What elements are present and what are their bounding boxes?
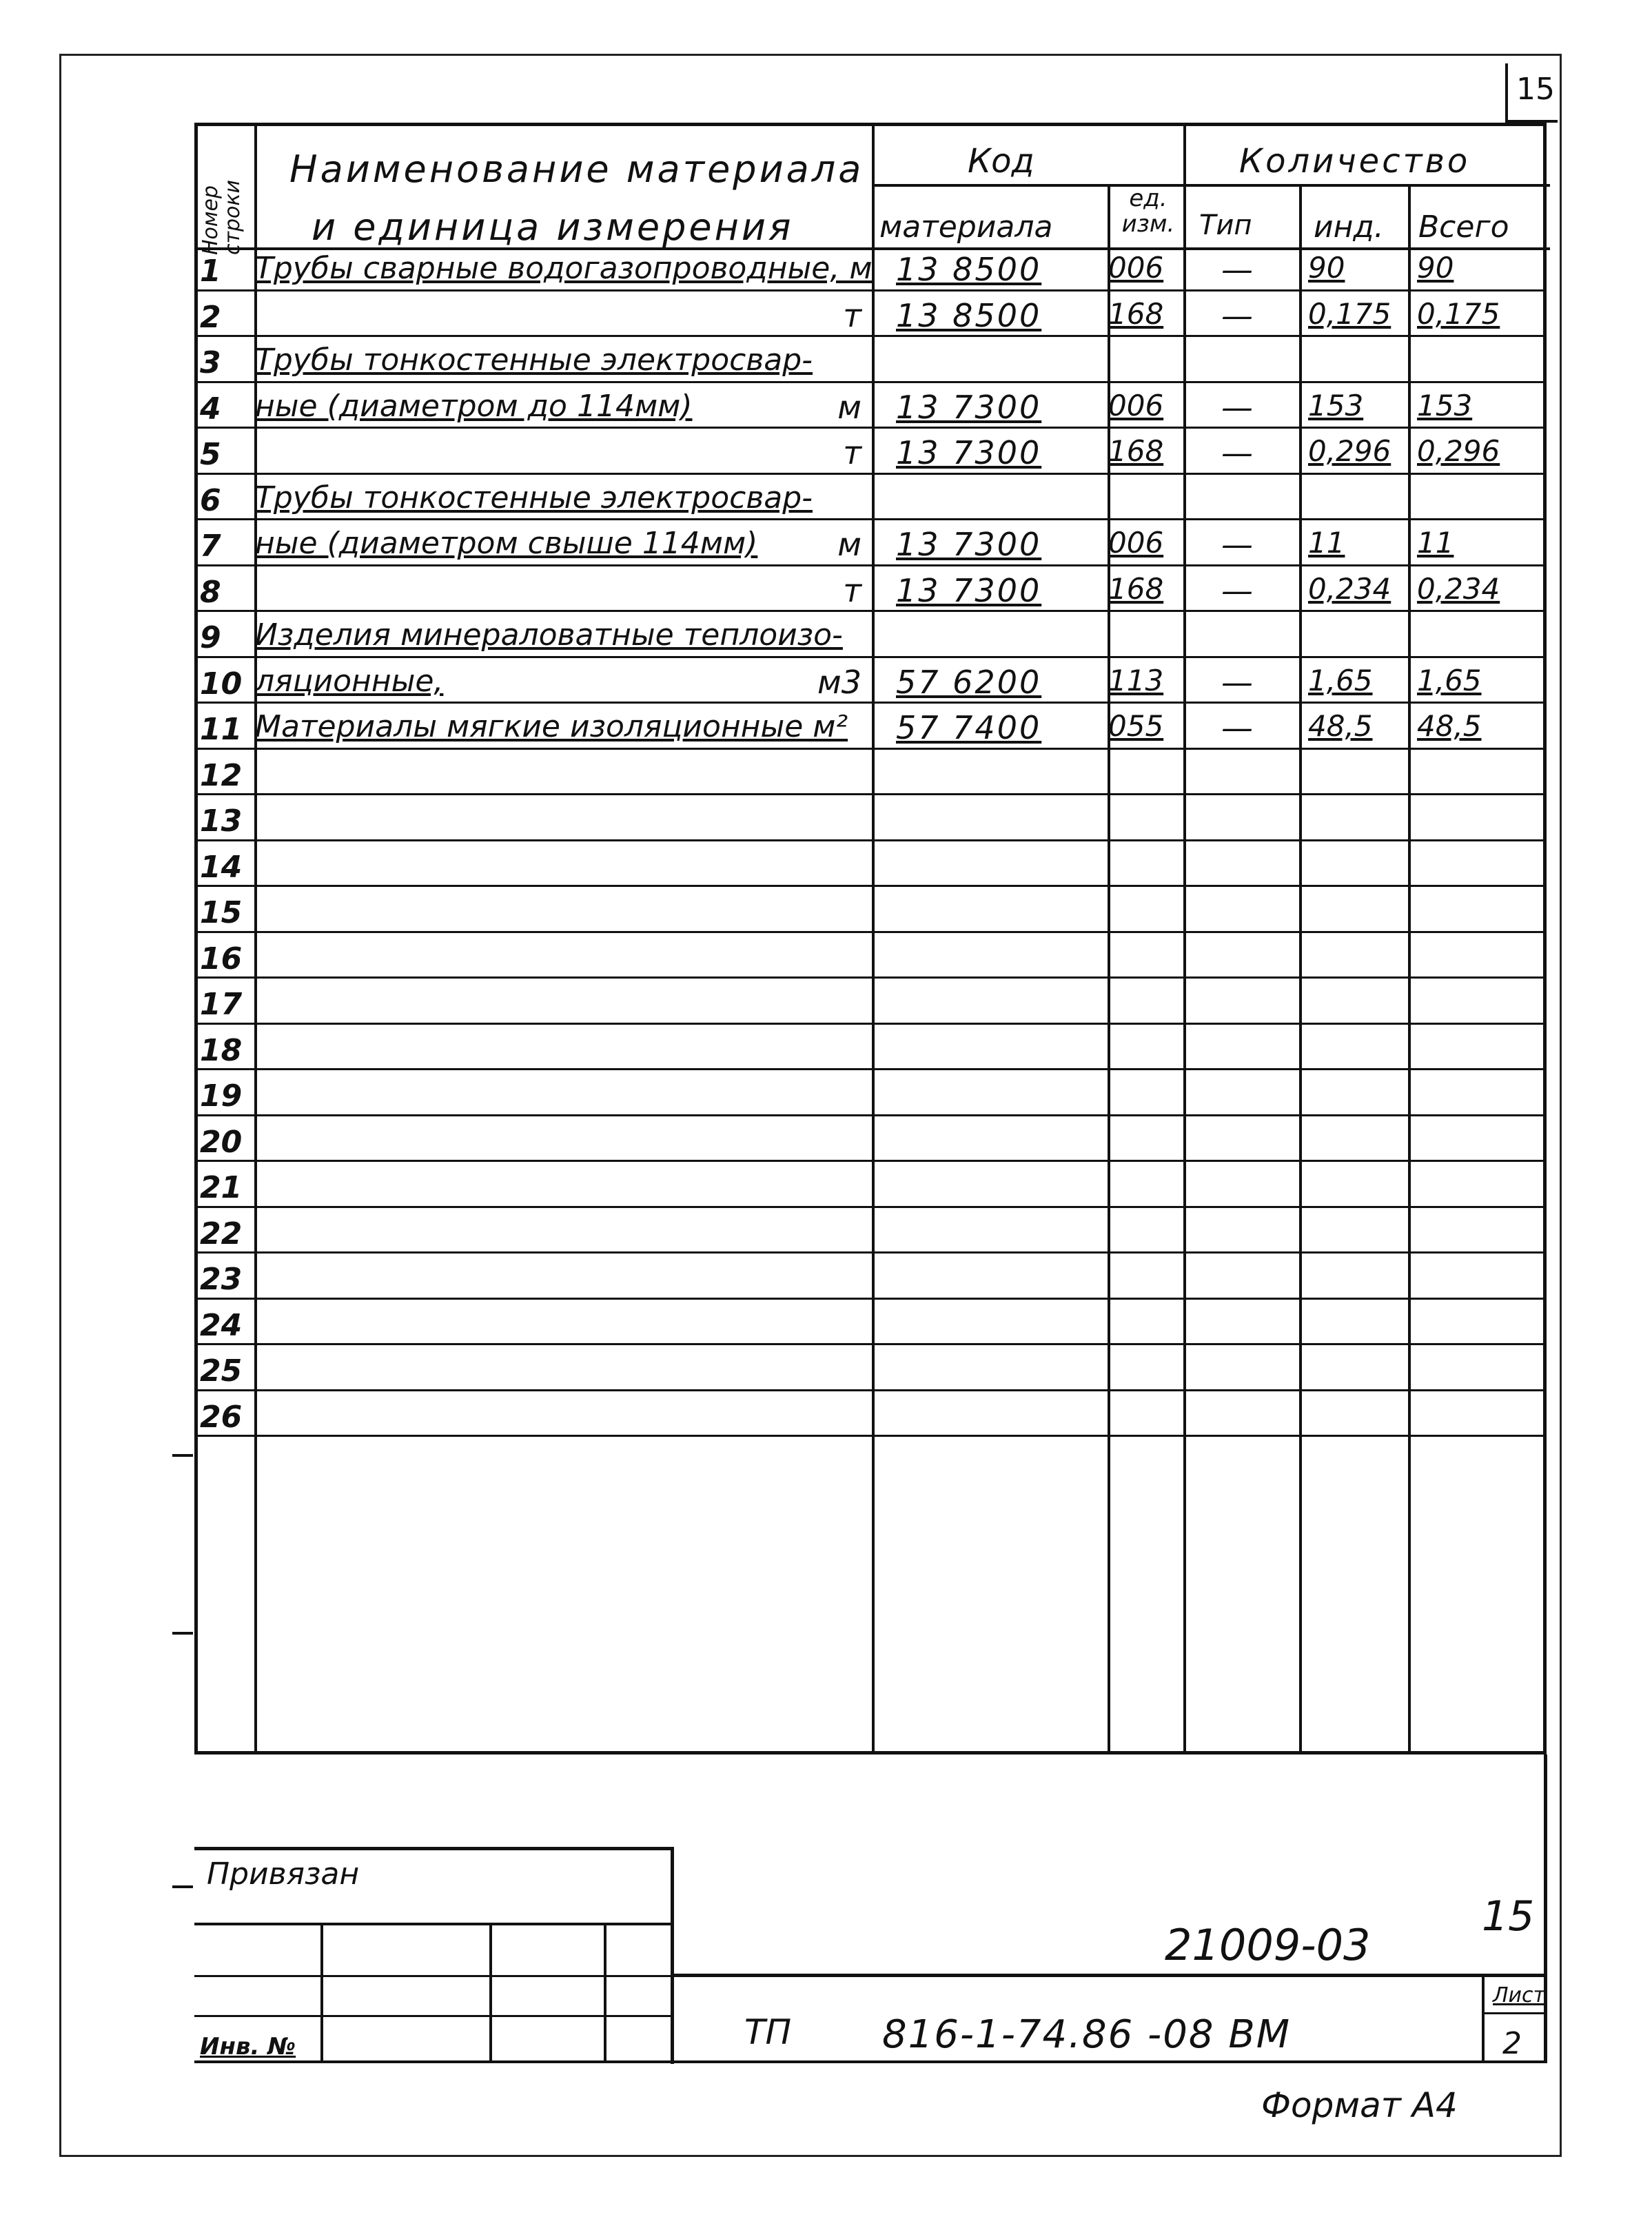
stamp-list-value: 2 (1502, 2026, 1522, 2061)
cell-tip: — (1221, 664, 1253, 701)
cell-tip: — (1221, 251, 1253, 288)
cell-unit: т (843, 434, 861, 471)
cell-code: 13 7300 (896, 434, 1042, 471)
cell-ind: 11 (1308, 526, 1345, 560)
cell-ind: 0,296 (1308, 434, 1391, 468)
cell-name: ные (диаметром до 114мм) (255, 389, 693, 424)
row-line (194, 564, 1547, 566)
row-line (194, 748, 1547, 750)
stamp-bottom (674, 2060, 1547, 2063)
row-line (194, 381, 1547, 383)
cell-total: 90 (1417, 251, 1454, 285)
row-line (194, 427, 1547, 429)
row-line (194, 1068, 1547, 1070)
cell-unit: т (843, 572, 861, 609)
cell-no: 8 (200, 575, 221, 610)
cell-ind: 1,65 (1308, 664, 1373, 697)
cell-tip: — (1221, 526, 1253, 563)
stamp-doc-number: 21009-03 (1165, 1920, 1371, 1970)
cell-tip: — (1221, 434, 1253, 471)
cell-no: 2 (200, 300, 221, 335)
cell-no: 11 (200, 712, 243, 747)
cell-no: 1 (200, 254, 221, 289)
cell-tip: — (1221, 297, 1253, 334)
row-line (194, 1023, 1547, 1025)
margin-tick (172, 1885, 193, 1888)
row-line (194, 335, 1547, 337)
cell-unit: м3 (817, 664, 861, 701)
cell-total: 0,175 (1417, 297, 1500, 331)
row-line (194, 289, 1547, 291)
cell-ind: 90 (1308, 251, 1345, 285)
cell-no: 7 (200, 529, 221, 564)
stamp-vline (320, 1923, 323, 2063)
row-line (194, 885, 1547, 887)
col-line (872, 126, 875, 1751)
cell-code: 57 6200 (896, 664, 1042, 701)
header-code: Код (968, 142, 1034, 181)
cell-no: 6 (200, 483, 221, 518)
cell-ind: 0,234 (1308, 572, 1391, 606)
stamp-list-line (1482, 2012, 1547, 2014)
cell-no: 25 (200, 1353, 243, 1389)
col-line (1408, 184, 1411, 1751)
sheet-number: 15 (1516, 72, 1555, 107)
cell-no: 20 (200, 1125, 243, 1160)
cell-no: 15 (200, 895, 243, 930)
cell-code: 57 7400 (896, 709, 1042, 746)
cell-no: 26 (200, 1400, 243, 1435)
row-line (194, 1435, 1547, 1437)
stamp-designation-top (674, 1974, 1547, 1977)
row-line (194, 976, 1547, 979)
cell-ed: 168 (1108, 434, 1164, 468)
cell-ed: 168 (1108, 297, 1164, 331)
cell-code: 13 7300 (896, 389, 1042, 426)
format-label: Формат А4 (1261, 2085, 1458, 2125)
cell-no: 3 (200, 345, 221, 380)
cell-total: 0,296 (1417, 434, 1500, 468)
row-line (194, 702, 1547, 704)
cell-code: 13 8500 (896, 251, 1042, 288)
row-line (194, 610, 1547, 612)
row-line (194, 931, 1547, 933)
cell-ed: 006 (1108, 526, 1164, 560)
cell-no: 4 (200, 391, 221, 427)
cell-total: 48,5 (1417, 709, 1482, 743)
header-code-unit: ед. изм. (1121, 185, 1175, 238)
cell-tip: — (1221, 572, 1253, 609)
stamp-vline (489, 1923, 492, 2063)
row-line (194, 793, 1547, 795)
cell-ind: 153 (1308, 389, 1364, 422)
cell-no: 24 (200, 1308, 243, 1343)
cell-no: 19 (200, 1078, 243, 1114)
row-line (194, 839, 1547, 841)
stamp-designation: 816-1-74.86 -08 ВМ (882, 2012, 1292, 2057)
cell-no: 21 (200, 1170, 243, 1205)
cell-ed: 168 (1108, 572, 1164, 606)
cell-name: Изделия минераловатные теплоизо- (255, 617, 843, 653)
header-qty-total: Всего (1418, 209, 1509, 245)
cell-no: 18 (200, 1033, 243, 1068)
cell-code: 13 7300 (896, 526, 1042, 563)
cell-no: 12 (200, 758, 243, 793)
stamp-line (194, 1975, 674, 1977)
cell-total: 11 (1417, 526, 1454, 560)
margin-tick (172, 1632, 193, 1635)
row-line (194, 1251, 1547, 1254)
header-name-line2: и единица измерения (312, 205, 794, 249)
cell-ed: 055 (1108, 709, 1164, 743)
row-line (194, 1389, 1547, 1391)
cell-no: 22 (200, 1216, 243, 1251)
cell-no: 13 (200, 804, 243, 839)
row-line (194, 1343, 1547, 1345)
cell-ed: 006 (1108, 251, 1164, 285)
cell-name: Материалы мягкие изоляционные м² (255, 709, 848, 744)
header-name-line1: Наименование материала (289, 147, 864, 191)
row-line (194, 1160, 1547, 1162)
cell-ind: 48,5 (1308, 709, 1373, 743)
header-qty: Количество (1239, 142, 1471, 181)
cell-code: 13 8500 (896, 297, 1042, 334)
cell-name: ные (диаметром свыше 114мм) (255, 526, 758, 561)
stamp-inv-no: Инв. № (200, 2033, 296, 2060)
stamp-line (194, 2060, 674, 2063)
row-line (194, 473, 1547, 475)
stamp-number-right: 15 (1482, 1892, 1535, 1941)
stamp-list-label: Лист (1493, 1983, 1546, 2007)
cell-no: 16 (200, 941, 243, 976)
row-line (194, 518, 1547, 520)
header-code-material: материала (879, 209, 1053, 245)
row-line (194, 1298, 1547, 1300)
cell-no: 23 (200, 1262, 243, 1297)
margin-tick (172, 1454, 193, 1457)
cell-total: 0,234 (1417, 572, 1500, 606)
cell-unit: т (843, 297, 861, 334)
stamp-privyazan: Привязан (207, 1856, 360, 1892)
stamp-vline (604, 1923, 606, 2063)
header-qty-type: Тип (1199, 209, 1252, 241)
cell-code: 13 7300 (896, 572, 1042, 609)
header-subline (872, 184, 1550, 187)
header-qty-ind: инд. (1314, 209, 1384, 245)
header-row-no-text: Номер строки (198, 180, 245, 255)
col-line (1183, 126, 1186, 1751)
cell-unit: м (837, 526, 861, 563)
cell-total: 1,65 (1417, 664, 1482, 697)
cell-name: Трубы тонкостенные электросвар- (255, 342, 813, 378)
cell-no: 17 (200, 987, 243, 1022)
row-line (194, 1114, 1547, 1116)
header-row-no (200, 124, 243, 255)
cell-name: ляционные, (255, 664, 444, 699)
cell-no: 5 (200, 437, 221, 472)
row-line (194, 656, 1547, 658)
cell-tip: — (1221, 709, 1253, 746)
stamp-line (194, 2015, 674, 2017)
cell-ed: 113 (1108, 664, 1164, 697)
cell-ind: 0,175 (1308, 297, 1391, 331)
col-line (1299, 184, 1302, 1751)
stamp-tp-label: ТП (744, 2012, 792, 2052)
cell-no: 10 (200, 666, 243, 702)
cell-name: Трубы тонкостенные электросвар- (255, 480, 813, 515)
cell-unit: м (837, 389, 861, 426)
cell-name: Трубы сварные водогазопроводные, м (255, 251, 873, 286)
cell-no: 14 (200, 850, 243, 885)
cell-tip: — (1221, 389, 1253, 426)
row-line (194, 1206, 1547, 1208)
cell-total: 153 (1417, 389, 1473, 422)
stamp-line (194, 1923, 674, 1925)
cell-no: 9 (200, 620, 221, 655)
cell-ed: 006 (1108, 389, 1164, 422)
